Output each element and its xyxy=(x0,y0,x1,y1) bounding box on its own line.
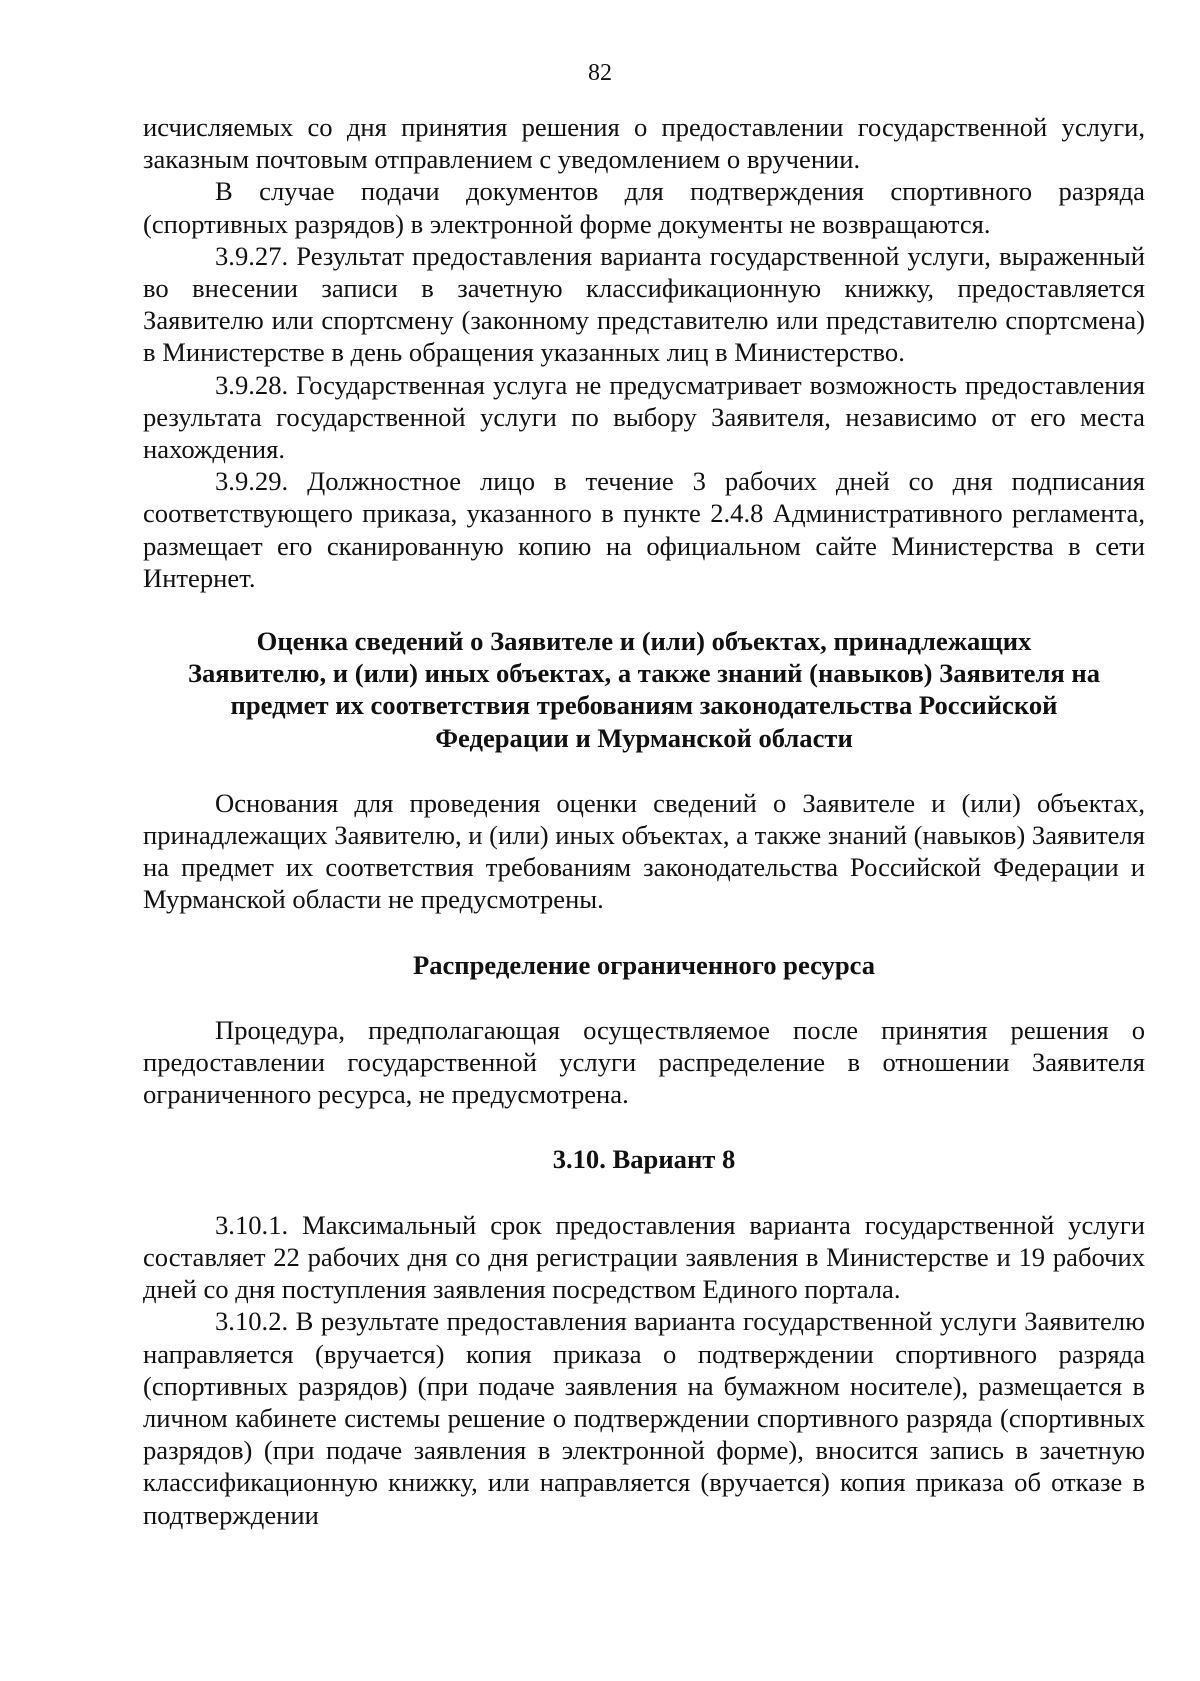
heading-line: Федерации и Мурманской области xyxy=(435,722,853,753)
section-heading-resource-distribution: Распределение ограниченного ресурса xyxy=(412,949,876,980)
heading-line: Оценка сведений о Заявителе и (или) объектах, принадлежащих xyxy=(256,626,1032,657)
paragraph-continuation: исчисляемых со дня принятия решения о предоставлении государственной услуги, заказным почтовым отправлением с уведомлением о вручении. xyxy=(143,112,1145,175)
paragraph-3-9-29: 3.9.29. Должностное лицо в течение 3 рабочих дней со дня подписания соответствующего приказа, указанного в пункте 2.4.8 Административного регламента, размещает его сканированную копию на официальном сайте Министерства в сети Интернет. xyxy=(143,466,1145,593)
heading-line: предмет их соответствия требованиям законодательства Российской xyxy=(230,690,1058,721)
document-body xyxy=(143,111,1145,1531)
page-number: 82 xyxy=(588,60,612,86)
paragraph-assessment-grounds: Основания для проведения оценки сведений о Заявителе и (или) объектах, принадлежащих Заявителю, и (или) иных объектах, а также знаний (навыков) Заявителя на предмет их соответствия требованиям законодательства Российской Федерации и Мурманской области не предусмотрены. xyxy=(143,787,1145,915)
section-heading-variant-8: 3.10. Вариант 8 xyxy=(552,1144,736,1175)
paragraph-electronic-documents: В случае подачи документов для подтверждения спортивного разряда (спортивных разрядов) в электронной форме документы не возвращаются. xyxy=(143,176,1145,239)
paragraph-resource-procedure: Процедура, предполагающая осуществляемое после принятия решения о предоставлении государственной услуги распределение в отношении Заявителя ограниченного ресурса, не предусмотрена. xyxy=(143,1014,1145,1110)
section-heading-assessment xyxy=(143,625,1145,754)
paragraph-3-10-2: 3.10.2. В результате предоставления варианта государственной услуги Заявителю направляется (вручается) копия приказа о подтверждении спортивного разряда (спортивных разрядов) (при подаче заявления на бумажном носителе), размещается в личном кабинете системы решение о подтверждении спортивного разряда (спортивных разрядов) (при подаче заявления в электронной форме), вносится запись в зачетную классификационную книжку, или направляется (вручается) копия приказа об отказе в подтверждении xyxy=(143,1306,1145,1530)
paragraph-3-9-27: 3.9.27. Результат предоставления варианта государственной услуги, выраженный во внесении записи в зачетную классификационную книжку, предоставляется Заявителю или спортсмену (законному представителю или представителю спортсмена) в Министерстве в день обращения указанных лиц в Министерство. xyxy=(143,240,1145,368)
paragraph-3-10-1: 3.10.1. Максимальный срок предоставления варианта государственной услуги составляет 22 рабочих дня со дня регистрации заявления в Министерстве и 19 рабочих дней со дня поступления заявления посредством Единого портала. xyxy=(143,1209,1145,1305)
paragraph-3-9-28: 3.9.28. Государственная услуга не предусматривает возможность предоставления результата государственной услуги по выбору Заявителя, независимо от его места нахождения. xyxy=(143,369,1145,465)
heading-line: Заявителю, и (или) иных объектах, а также знаний (навыков) Заявителя на xyxy=(187,658,1101,689)
